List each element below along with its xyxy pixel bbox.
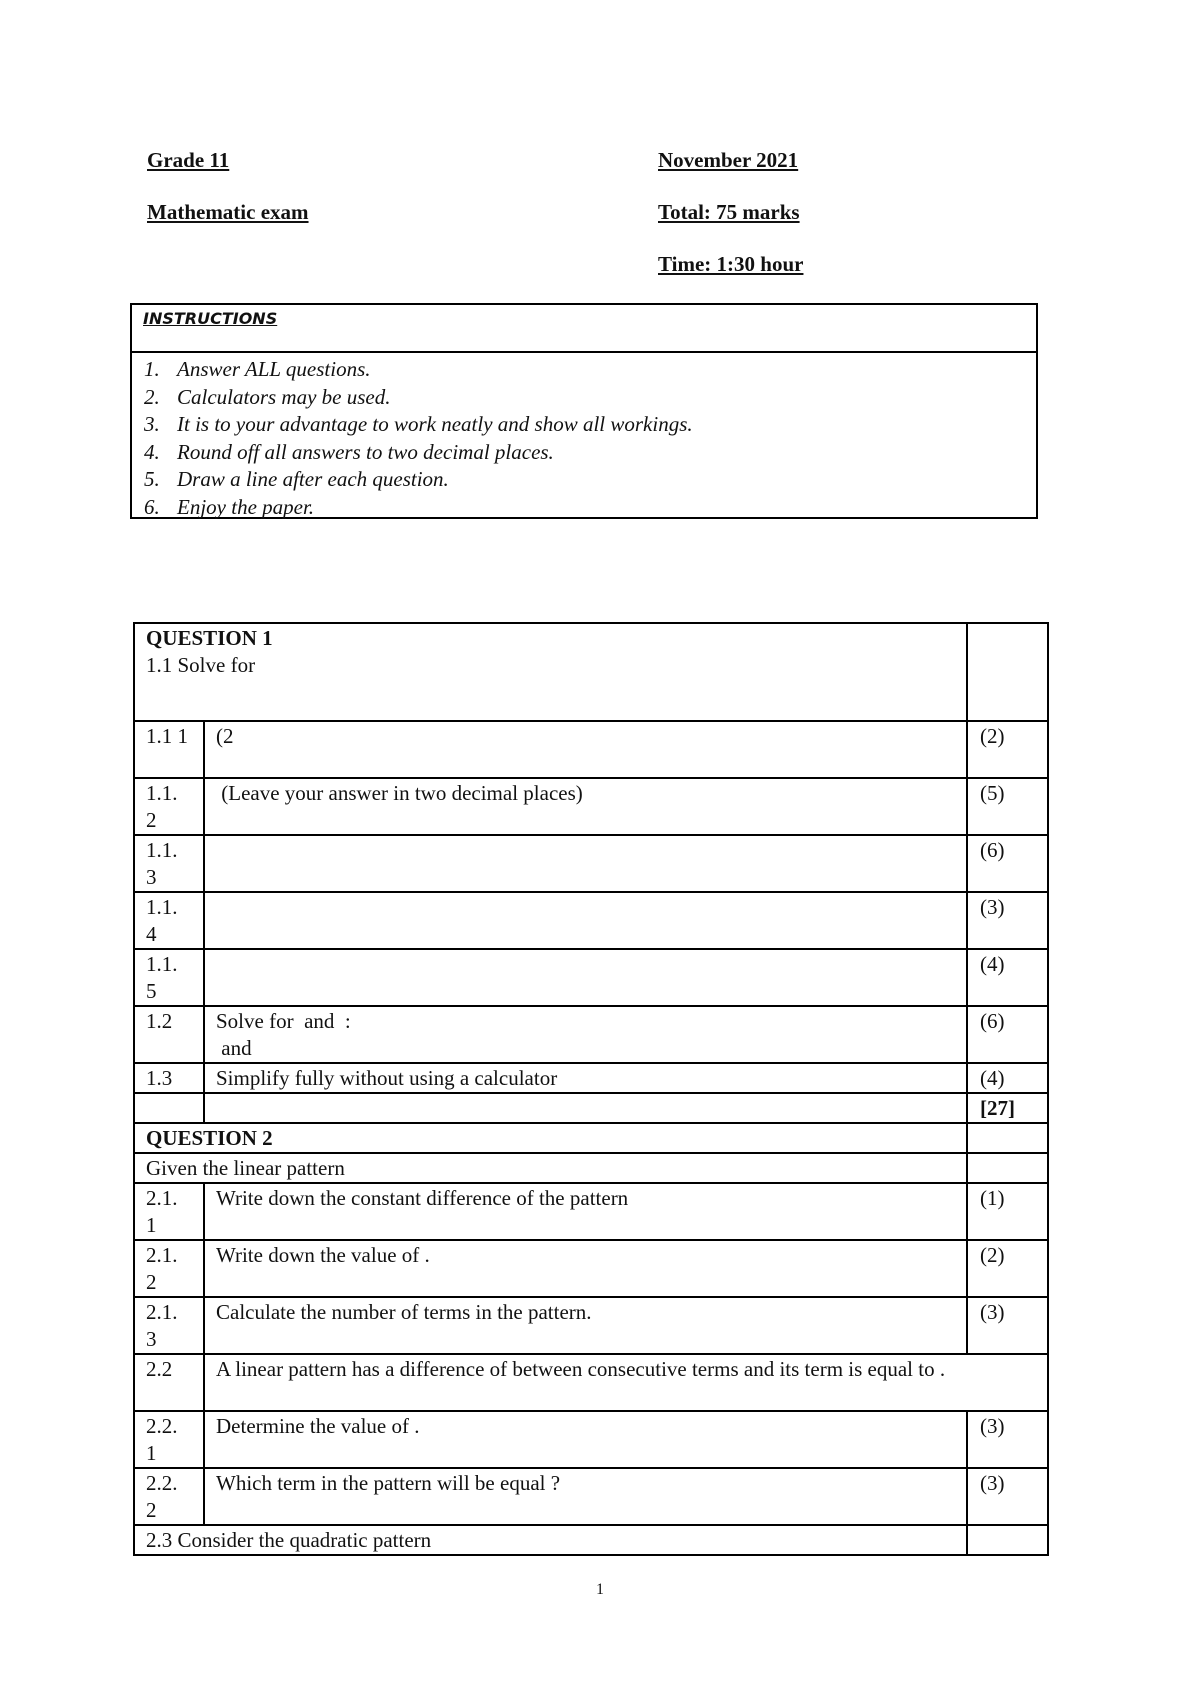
question-text: Determine the value of . (204, 1411, 967, 1468)
question-number: 1.1. 5 (134, 949, 204, 1006)
question-text: Simplify fully without using a calculator (204, 1063, 967, 1093)
question-marks: (1) (967, 1183, 1048, 1240)
table-row (134, 1240, 1048, 1297)
question-text: Write down the value of . (204, 1240, 967, 1297)
question-marks: (3) (967, 1468, 1048, 1525)
question-number: 2.1. 3 (134, 1297, 204, 1354)
question-number: 1.3 (134, 1063, 204, 1093)
question-text: Which term in the pattern will be equal ? (204, 1468, 967, 1525)
instruction-item: 1. Answer ALL questions. (144, 357, 371, 381)
question-marks: (3) (967, 1297, 1048, 1354)
question-text: (2 (204, 721, 967, 778)
instruction-item: 2. Calculators may be used. (144, 384, 391, 409)
question-marks: (4) (967, 949, 1048, 1006)
table-row (134, 1354, 1048, 1411)
question-marks: (5) (967, 778, 1048, 835)
table-row (134, 1411, 1048, 1468)
question-1-title: QUESTION 1 (146, 626, 273, 650)
table-row (134, 1468, 1048, 1525)
page-number: 1 (596, 1581, 604, 1598)
question-number: 1.1 1 (134, 721, 204, 778)
instruction-item: 3. It is to your advantage to work neatly and show all workings. (144, 412, 693, 436)
grade-label: Grade 11 (147, 148, 230, 172)
question-text: Calculate the number of terms in the pattern. (204, 1297, 967, 1354)
question-number: 2.1. 2 (134, 1240, 204, 1297)
question-1-header-row (134, 623, 1048, 721)
question-number: 1.2 (134, 1006, 204, 1063)
question-number: 1.1. 2 (134, 778, 204, 835)
question-marks: (2) (967, 1240, 1048, 1297)
question-2-title: QUESTION 2 (134, 1123, 967, 1153)
instructions-title: INSTRUCTIONS (132, 305, 1036, 353)
question-text: (Leave your answer in two decimal places) (204, 778, 967, 835)
question-2-header-row (134, 1123, 1048, 1153)
question-number: 1.1. 3 (134, 835, 204, 892)
total-row (134, 1093, 1048, 1123)
instruction-item: 6. Enjoy the paper. (144, 494, 315, 519)
question-2-intro-row (134, 1153, 1048, 1183)
question-number: 2.2 (134, 1354, 204, 1411)
question-text: A linear pattern has a difference of between consecutive terms and its term is equal to . (204, 1354, 1048, 1411)
questions-table (133, 622, 1049, 1556)
table-row (134, 778, 1048, 835)
question-2-part3: 2.3 Consider the quadratic pattern (134, 1525, 967, 1555)
question-marks: (3) (967, 1411, 1048, 1468)
instruction-item: 5. Draw a line after each question. (144, 467, 449, 491)
question-number: 1.1. 4 (134, 892, 204, 949)
question-text (204, 949, 967, 1006)
exam-time: Time: 1:30 hour (658, 252, 804, 276)
question-number: 2.2. 1 (134, 1411, 204, 1468)
question-2-intro: Given the linear pattern (134, 1153, 967, 1183)
total-marks: Total: 75 marks (658, 200, 800, 224)
table-row (134, 1183, 1048, 1240)
instruction-item: 4. Round off all answers to two decimal places. (144, 439, 554, 464)
table-row (134, 1006, 1048, 1063)
instructions-list (132, 353, 1036, 521)
question-1-intro: 1.1 Solve for (146, 653, 256, 677)
question-marks: (3) (967, 892, 1048, 949)
question-text: Solve for and : and (204, 1006, 967, 1063)
question-text (204, 835, 967, 892)
exam-date: November 2021 (658, 148, 799, 172)
question-marks: (6) (967, 835, 1048, 892)
subject-label: Mathematic exam (147, 200, 309, 224)
question-marks: (2) (967, 721, 1048, 778)
question-text (204, 892, 967, 949)
question-1-total: [27] (967, 1093, 1048, 1123)
table-row (134, 892, 1048, 949)
question-number: 2.1. 1 (134, 1183, 204, 1240)
table-row (134, 835, 1048, 892)
table-row (134, 949, 1048, 1006)
question-2-part3-row (134, 1525, 1048, 1555)
instructions-box (130, 303, 1038, 519)
question-marks: (6) (967, 1006, 1048, 1063)
question-number: 2.2. 2 (134, 1468, 204, 1525)
table-row (134, 1063, 1048, 1093)
question-marks: (4) (967, 1063, 1048, 1093)
question-text: Write down the constant difference of the pattern (204, 1183, 967, 1240)
table-row (134, 721, 1048, 778)
table-row (134, 1297, 1048, 1354)
